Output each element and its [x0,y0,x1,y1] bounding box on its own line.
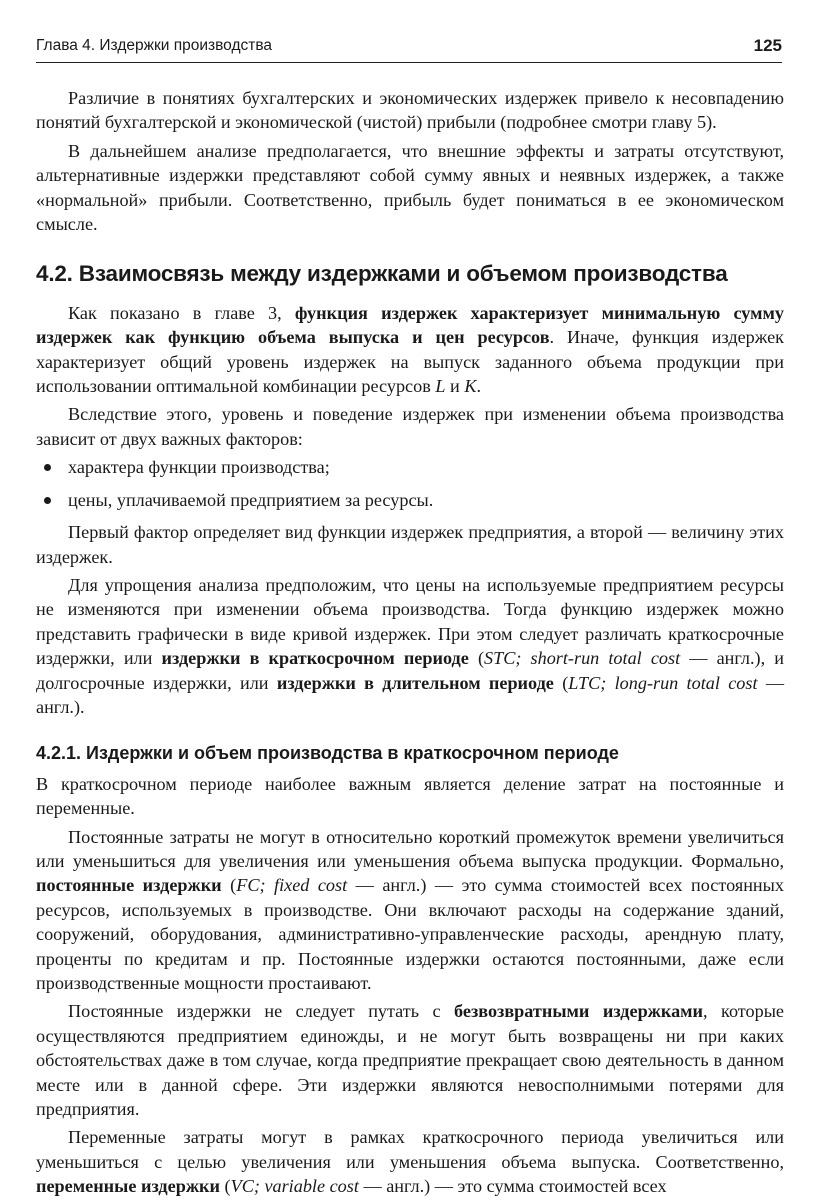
text-run: — англ.) — это сумма стоимостей всех [358,1176,667,1197]
bold-term: переменные издержки [36,1176,220,1197]
text-run: ( [221,875,237,896]
list-item [36,455,784,479]
page-body [36,86,784,1203]
text-run: Как показано в главе 3, [68,302,295,323]
text-run: , которые осуществляются предприятием единожды, и не могут быть возвращены ни при каких обстоятельствах даже в том случае, когда предприятие прекращает свою деятельность в данном месте или в данной сфере. Эти издержки являются невосполнимыми потерями для предприятия. [36,1001,784,1120]
chapter-title: Глава 4. Издержки производства [36,37,273,54]
bold-term: постоянные издержки [36,875,222,896]
section-heading: 4.2. Взаимосвязь между издержками и объемом производства [36,261,728,287]
text-run: Для упрощения анализа предположим, что цены на используемые предприятием ресурсы не изменяются при изменении объема производства. Тогда функцию издержек можно представить графически в виде кривой издержек. При этом следует различать краткосрочные издержки, или [36,574,784,669]
italic-term: LTC; long-run total cost [568,672,758,693]
bold-term: издержки в длительном периоде [276,672,554,693]
italic-term: FC; fixed cost [236,875,348,896]
bullet-icon [44,497,51,504]
text-run: — англ.), и долгосрочные издержки, или [36,648,785,693]
text-run: ( [553,672,569,693]
paragraph: Различие в понятиях бухгалтерских и экономических издержек привело к несовпадению понятий бухгалтерской и экономической (чистой) прибыли (подробнее смотри главу 5). [36,88,784,133]
paragraph: В дальнейшем анализе предполагается, что внешние эффекты и затраты отсутствуют, альтернативные издержки представляют собой сумму явных и неявных издержек, а также «нормальной» прибыли. Соответственно, прибыль будет пониматься в ее экономическом смысле. [36,140,784,235]
bullet-icon [44,464,51,471]
text-run: . [476,376,481,397]
text-run: . Иначе, функция издержек характеризует общий уровень издержек на выпуск заданного объема продукции при использовании оптимальной комбинации ресурсов [36,327,784,397]
list-item-text: цены, уплачиваемой предприятием за ресурсы. [68,489,434,510]
bold-term: безвозвратными издержками [454,1001,704,1022]
subsection-heading: 4.2.1. Издержки и объем производства в краткосрочном периоде [36,743,619,764]
text-run: ( [468,648,485,669]
list-item-text: характера функции производства; [68,457,330,478]
paragraph [36,573,784,719]
paragraph: Вследствие этого, уровень и поведение издержек при изменении объема производства зависит от двух важных факторов: [36,404,784,449]
text-run: Постоянные издержки не следует путать с [68,1001,455,1022]
paragraph: В краткосрочном периоде наиболее важным является деление затрат на постоянные и переменные. [36,773,784,819]
bullet-list [36,455,784,512]
text-run: Постоянные затраты не могут в относительно короткий промежуток времени увеличиться или уменьшиться для увеличения или уменьшения объема выпуска продукции. Формально, [36,826,784,871]
paragraph: Первый фактор определяет вид функции издержек предприятия, а второй — величину этих издержек. [36,522,784,567]
paragraph [36,1125,784,1198]
italic-symbol: K [464,376,477,397]
running-header [36,34,782,63]
paragraph [36,999,784,1121]
paragraph [36,301,784,399]
text-run: — англ.). [36,672,785,717]
italic-term: VC; variable cost [230,1176,359,1197]
page-number: 125 [753,36,782,55]
paragraph [36,825,784,996]
italic-term: STC; short-run total cost [484,648,681,669]
bold-term: функция издержек характеризует минимальную сумму издержек как функцию объема выпуска и цен ресурсов [36,302,784,348]
bold-term: издержки в краткосрочном периоде [161,648,469,669]
text-run: Переменные затраты могут в рамках краткосрочного периода увеличиться или уменьшиться с целью увеличения или уменьшения объема выпуска. Соответственно, [36,1127,784,1172]
text-run: ( [219,1176,231,1197]
italic-symbol: L [435,376,446,397]
text-run: и [445,376,465,397]
list-item [36,488,784,512]
text-run: — англ.) — это сумма стоимостей всех постоянных ресурсов, используемых в производстве. Они включают расходы на содержание зданий, сооружений, оборудования, административно-управленческие расходы, арендную плату, проценты по кредитам и пр. Постоянные издержки остаются постоянными, даже если производственные мощности простаивают. [36,875,784,993]
